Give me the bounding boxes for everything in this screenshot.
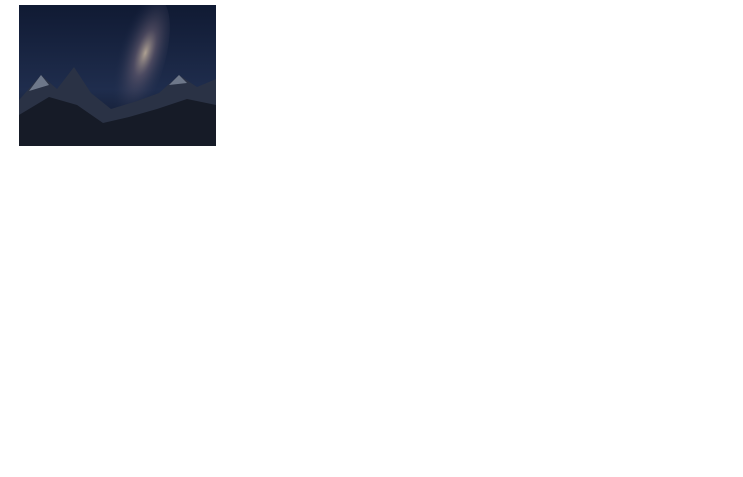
night-sky-photo <box>19 5 216 146</box>
